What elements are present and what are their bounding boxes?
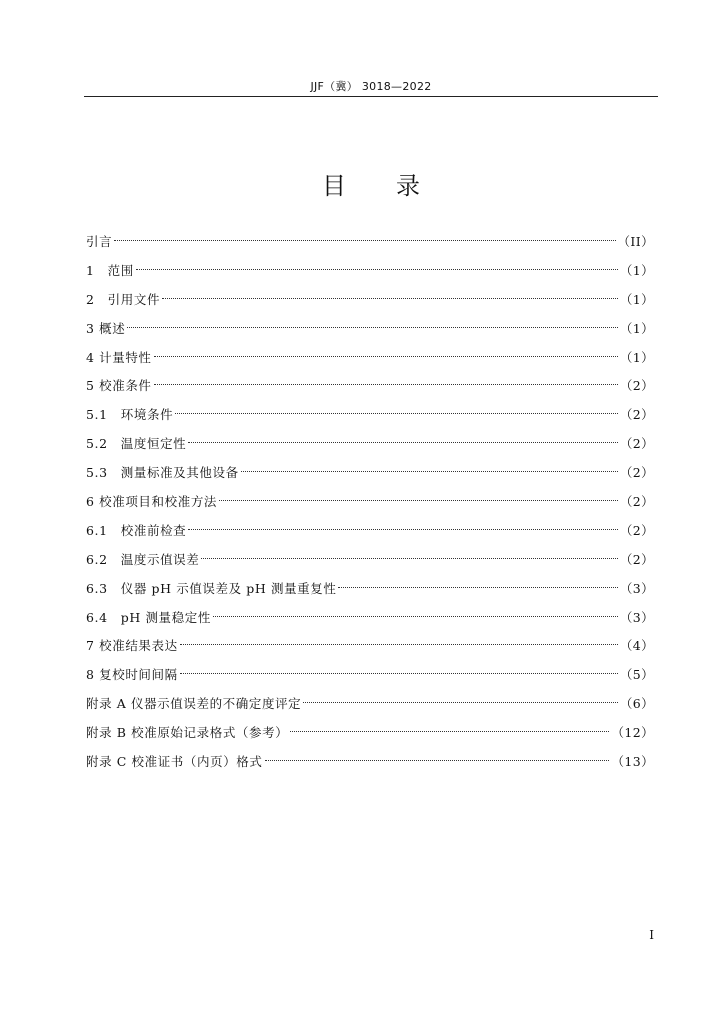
toc-entry[interactable] xyxy=(86,313,654,342)
toc-entry[interactable] xyxy=(86,659,654,688)
toc-leader xyxy=(219,486,618,506)
toc-entry-page: （6） xyxy=(619,696,654,712)
toc-entry-page: （4） xyxy=(619,638,654,654)
page-title xyxy=(84,168,658,204)
toc-entry-label: 6.4 pH 测量稳定性 xyxy=(86,609,211,625)
toc-leader xyxy=(154,342,618,362)
toc-entry-page: （2） xyxy=(619,465,654,481)
toc-entry-page: （1） xyxy=(619,320,654,336)
toc-entry-page: （1） xyxy=(619,262,654,278)
toc-entry[interactable] xyxy=(86,515,654,544)
toc-entry-label: 附录 A 仪器示值误差的不确定度评定 xyxy=(86,696,302,712)
toc-leader xyxy=(127,313,618,333)
toc-entry-label: 6 校准项目和校准方法 xyxy=(86,494,218,510)
toc-entry-page: （5） xyxy=(619,667,654,683)
toc-entry-label: 3 概述 xyxy=(86,320,126,336)
toc-entry[interactable] xyxy=(86,226,654,255)
toc-entry-label: 4 计量特性 xyxy=(86,349,152,365)
toc-entry-page: （3） xyxy=(619,580,654,596)
toc-entry-page: （2） xyxy=(619,436,654,452)
toc-entry-page: （1） xyxy=(619,291,654,307)
toc-entry-page: （II） xyxy=(617,234,654,249)
toc-entry-label: 6.2 温度示值误差 xyxy=(86,551,200,567)
toc-entry[interactable] xyxy=(86,399,654,428)
toc-entry-label: 5.1 环境条件 xyxy=(86,407,174,423)
toc-entry[interactable] xyxy=(86,573,654,602)
toc-leader xyxy=(213,602,618,622)
toc-entry-label: 5 校准条件 xyxy=(86,378,152,394)
toc-entry-page: （12） xyxy=(611,725,654,741)
toc-leader xyxy=(180,630,618,650)
toc-entry-label: 1 范围 xyxy=(86,262,134,278)
toc-entry[interactable] xyxy=(86,602,654,631)
toc-entry-label: 2 引用文件 xyxy=(86,291,161,307)
toc-entry[interactable] xyxy=(86,457,654,486)
toc-entry-label: 附录 C 校准证书（内页）格式 xyxy=(86,754,263,770)
toc-entry[interactable] xyxy=(86,746,654,775)
toc-entry-label: 5.2 温度恒定性 xyxy=(86,436,187,452)
toc-entry-label: 8 复校时间间隔 xyxy=(86,667,178,683)
toc-entry[interactable] xyxy=(86,342,654,371)
toc-entry-label: 7 校准结果表达 xyxy=(86,638,178,654)
toc-leader xyxy=(162,284,618,304)
toc-leader xyxy=(114,226,615,246)
toc-leader xyxy=(290,717,609,737)
toc-leader xyxy=(241,457,618,477)
toc-entry-label: 引言 xyxy=(86,234,113,249)
toc-leader xyxy=(201,544,617,564)
toc-entry[interactable] xyxy=(86,370,654,399)
header-rule xyxy=(84,96,658,97)
toc-leader xyxy=(188,428,618,448)
toc-entry-page: （2） xyxy=(619,551,654,567)
toc-entry[interactable] xyxy=(86,255,654,284)
toc-leader xyxy=(180,659,618,679)
toc-entry-page: （2） xyxy=(619,407,654,423)
toc-entry[interactable] xyxy=(86,630,654,659)
toc-entry-label: 5.3 测量标准及其他设备 xyxy=(86,465,239,481)
title-char-2: 录 xyxy=(396,172,420,200)
toc-leader xyxy=(175,399,618,419)
toc-entry[interactable] xyxy=(86,688,654,717)
toc-entry-label: 6.1 校准前检查 xyxy=(86,522,187,538)
page-number: I xyxy=(649,928,654,942)
toc-entry-page: （13） xyxy=(611,754,654,770)
toc-entry[interactable] xyxy=(86,717,654,746)
table-of-contents xyxy=(86,226,654,775)
toc-leader xyxy=(338,573,617,593)
title-char-1: 目 xyxy=(322,172,346,200)
toc-leader xyxy=(188,515,618,535)
toc-leader xyxy=(265,746,610,766)
toc-leader xyxy=(136,255,618,275)
toc-leader xyxy=(303,688,618,708)
toc-entry-page: （3） xyxy=(619,609,654,625)
toc-entry[interactable] xyxy=(86,428,654,457)
toc-entry-page: （2） xyxy=(619,522,654,538)
toc-entry-page: （2） xyxy=(619,378,654,394)
toc-entry[interactable] xyxy=(86,486,654,515)
toc-entry-label: 6.3 仪器 pH 示值误差及 pH 测量重复性 xyxy=(86,580,337,596)
toc-entry[interactable] xyxy=(86,544,654,573)
toc-entry-label: 附录 B 校准原始记录格式（参考） xyxy=(86,725,289,741)
toc-entry[interactable] xyxy=(86,284,654,313)
running-header: JJF（冀） 3018—2022 xyxy=(310,80,432,93)
toc-entry-page: （1） xyxy=(619,349,654,365)
toc-leader xyxy=(154,370,618,390)
toc-entry-page: （2） xyxy=(619,494,654,510)
